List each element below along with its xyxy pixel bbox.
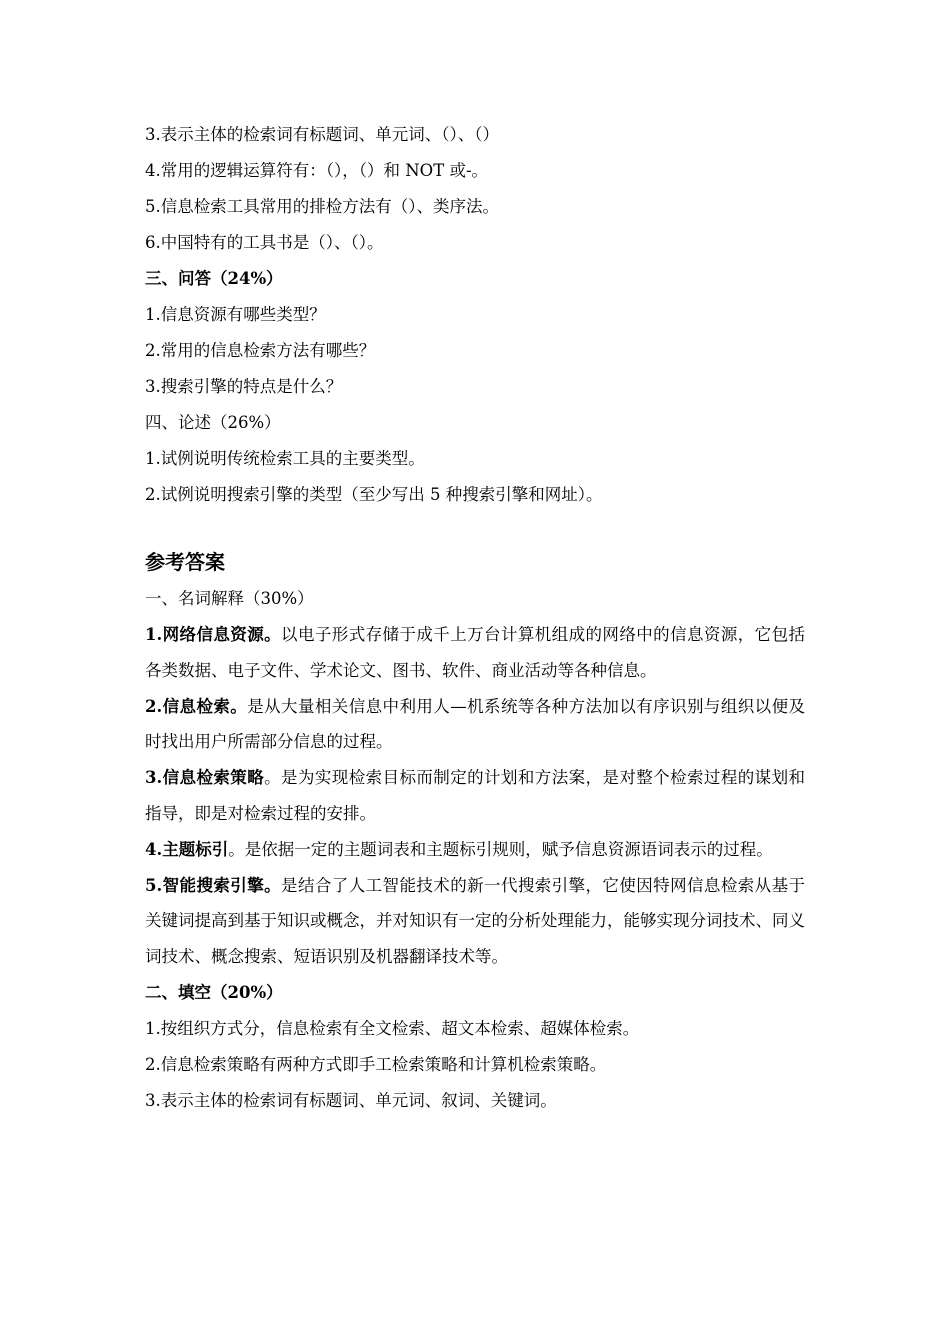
answer-line: 2.信息检索策略有两种方式即手工检索策略和计算机检索策略。 <box>145 1054 607 1074</box>
section-heading: 一、名词解释（30%） <box>145 589 314 608</box>
term-label: 2.信息检索。 <box>145 696 248 716</box>
term-definition <box>145 832 805 868</box>
question-line: 3.搜索引擎的特点是什么？ <box>145 377 343 396</box>
question-line: 3.表示主体的检索词有标题词、单元词、（）、（） <box>145 125 499 144</box>
essay-section <box>145 405 805 513</box>
answer-line: 1.按组织方式分，信息检索有全文检索、超文本检索、超媒体检索。 <box>145 1018 640 1038</box>
question-line: 5.信息检索工具常用的排检方法有（）、类序法。 <box>145 197 499 216</box>
definition-text: 。是依据一定的主题词表和主题标引规则，赋予信息资源语词表示的过程。 <box>228 839 773 859</box>
section-heading: 四、论述（26%） <box>145 413 281 432</box>
question-line: 4.常用的逻辑运算符有：（），（）和 NOT 或-。 <box>145 161 489 180</box>
question-line: 1.信息资源有哪些类型？ <box>145 305 326 324</box>
answers-title: 参考答案 <box>145 550 225 574</box>
definition-text: 是结合了人工智能技术的新一代搜索引擎，它使因特网信息检索从基于关键词提高到基于知识或概念，并对知识有一定的分析处理能力，能够实现分词技术、同义词技术、概念搜索、短语识别及机器翻译技术等。 <box>145 875 805 967</box>
question-line: 6.中国特有的工具书是（）、（）。 <box>145 233 384 252</box>
fill-in-questions-continued <box>145 117 805 261</box>
term-label: 5.智能搜索引擎。 <box>145 875 282 895</box>
answers-section <box>145 543 805 1119</box>
section-heading: 三、问答（24%） <box>145 269 283 288</box>
section-heading: 二、填空（20%） <box>145 982 283 1002</box>
question-line: 2.常用的信息检索方法有哪些？ <box>145 341 376 360</box>
term-definition <box>145 689 805 761</box>
term-label: 1.网络信息资源。 <box>145 625 282 644</box>
term-label: 3.信息检索策略 <box>145 768 265 788</box>
term-definition <box>145 760 805 832</box>
definition-text: 以电子形式存储于成千上万台计算机组成的网络中的信息资源，它包括各类数据、电子文件、学术论文、图书、软件、商业活动等各种信息。 <box>145 625 805 680</box>
term-definition <box>145 868 805 975</box>
question-line: 1.试例说明传统检索工具的主要类型。 <box>145 449 425 468</box>
qa-section <box>145 261 805 405</box>
answer-line: 3.表示主体的检索词有标题词、单元词、叙词、关键词。 <box>145 1090 557 1110</box>
term-definition <box>145 617 805 689</box>
definition-text: 是从大量相关信息中利用人—机系统等各种方法加以有序识别与组织以便及时找出用户所需部分信息的过程。 <box>145 696 805 752</box>
question-line: 2.试例说明搜索引擎的类型（至少写出 5 种搜索引擎和网址）。 <box>145 485 603 504</box>
term-label: 4.主题标引 <box>145 839 229 859</box>
document-page <box>145 117 805 1119</box>
definition-text: 。是为实现检索目标而制定的计划和方法案，是对整个检索过程的谋划和指导，即是对检索过程的安排。 <box>145 768 806 823</box>
